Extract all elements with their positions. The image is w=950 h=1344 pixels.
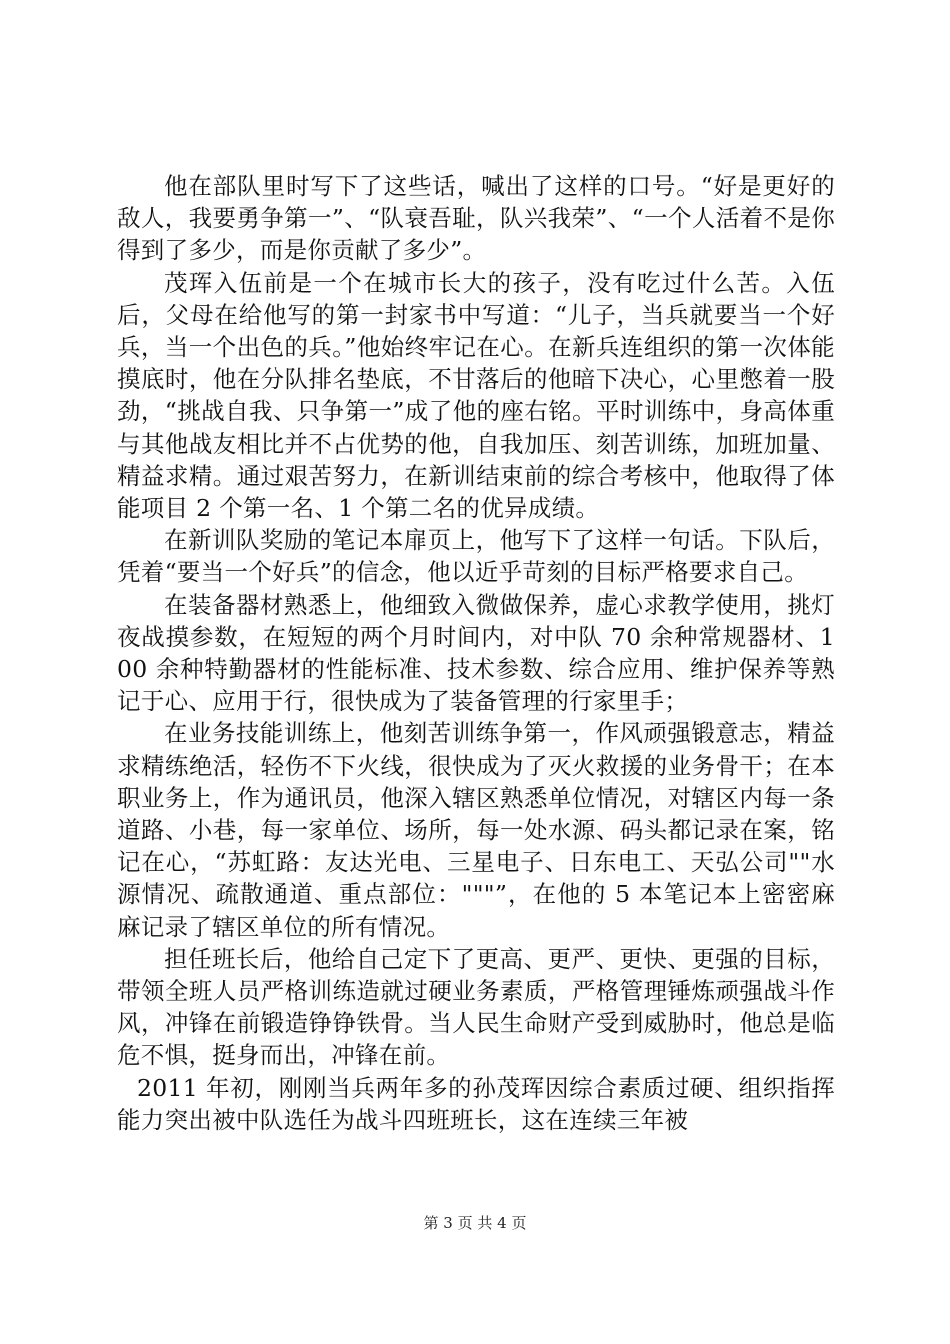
paragraph-squad-leader: 担任班长后，他给自己定下了更高、更严、更快、更强的目标，带领全班人员严格训练造就过硬业务素质，严格管理锤炼顽强战斗作风，冲锋在前锻造铮铮铁骨。当人民生命财产受到威胁时，他总是临危不惧，挺身而出，冲锋在前。	[117, 944, 835, 1070]
paragraph-notebook: 在新训队奖励的笔记本扉页上，他写下了这样一句话。下队后，凭着“要当一个好兵”的信念，他以近乎苛刻的目标严格要求自己。	[117, 526, 835, 587]
paragraph-slogans: 他在部队里时写下了这些话，喊出了这样的口号。“好是更好的敌人，我要勇争第一”、“队衰吾耻，队兴我荣”、“一个人活着不是你得到了多少，而是你贡献了多少”。	[117, 172, 835, 265]
page-footer: 第 3 页 共 4 页	[423, 1214, 527, 1232]
paragraph-2011: 2011 年初，刚刚当兵两年多的孙茂珲因综合素质过硬、组织指挥能力突出被中队选任为战斗四班班长，这在连续三年被	[117, 1073, 835, 1134]
document-body	[117, 170, 835, 1136]
paragraph-equipment: 在装备器材熟悉上，他细致入微做保养，虚心求教学使用，挑灯夜战摸参数，在短短的两个月时间内，对中队 70 余种常规器材、100 余种特勤器材的性能标准、技术参数、综合应用、维护保养等熟记于心、应用于行，很快成为了装备管理的行家里手；	[117, 590, 835, 716]
paragraph-before-enlistment: 茂珲入伍前是一个在城市长大的孩子，没有吃过什么苦。入伍后，父母在给他写的第一封家书中写道：“儿子，当兵就要当一个好兵，当一个出色的兵。”他始终牢记在心。在新兵连组织的第一次体能摸底时，他在分队排名垫底，不甘落后的他暗下决心，心里憋着一股劲，“挑战自我、只争第一”成了他的座右铭。平时训练中，身高体重与其他战友相比并不占优势的他，自我加压、刻苦训练，加班加量、精益求精。通过艰苦努力，在新训结束前的综合考核中，他取得了体能项目 2 个第一名、1 个第二名的优异成绩。	[117, 268, 835, 523]
paragraph-skills-training: 在业务技能训练上，他刻苦训练争第一，作风顽强锻意志，精益求精练绝活，轻伤不下火线，很快成为了灭火救援的业务骨干；在本职业务上，作为通讯员，他深入辖区熟悉单位情况，对辖区内每一条道路、小巷，每一家单位、场所，每一处水源、码头都记录在案，铭记在心，“苏虹路：友达光电、三星电子、日东电工、天弘公司""水源情况、疏散通道、重点部位："""”，在他的 5 本笔记本上密密麻麻记录了辖区单位的所有情况。	[117, 719, 835, 941]
